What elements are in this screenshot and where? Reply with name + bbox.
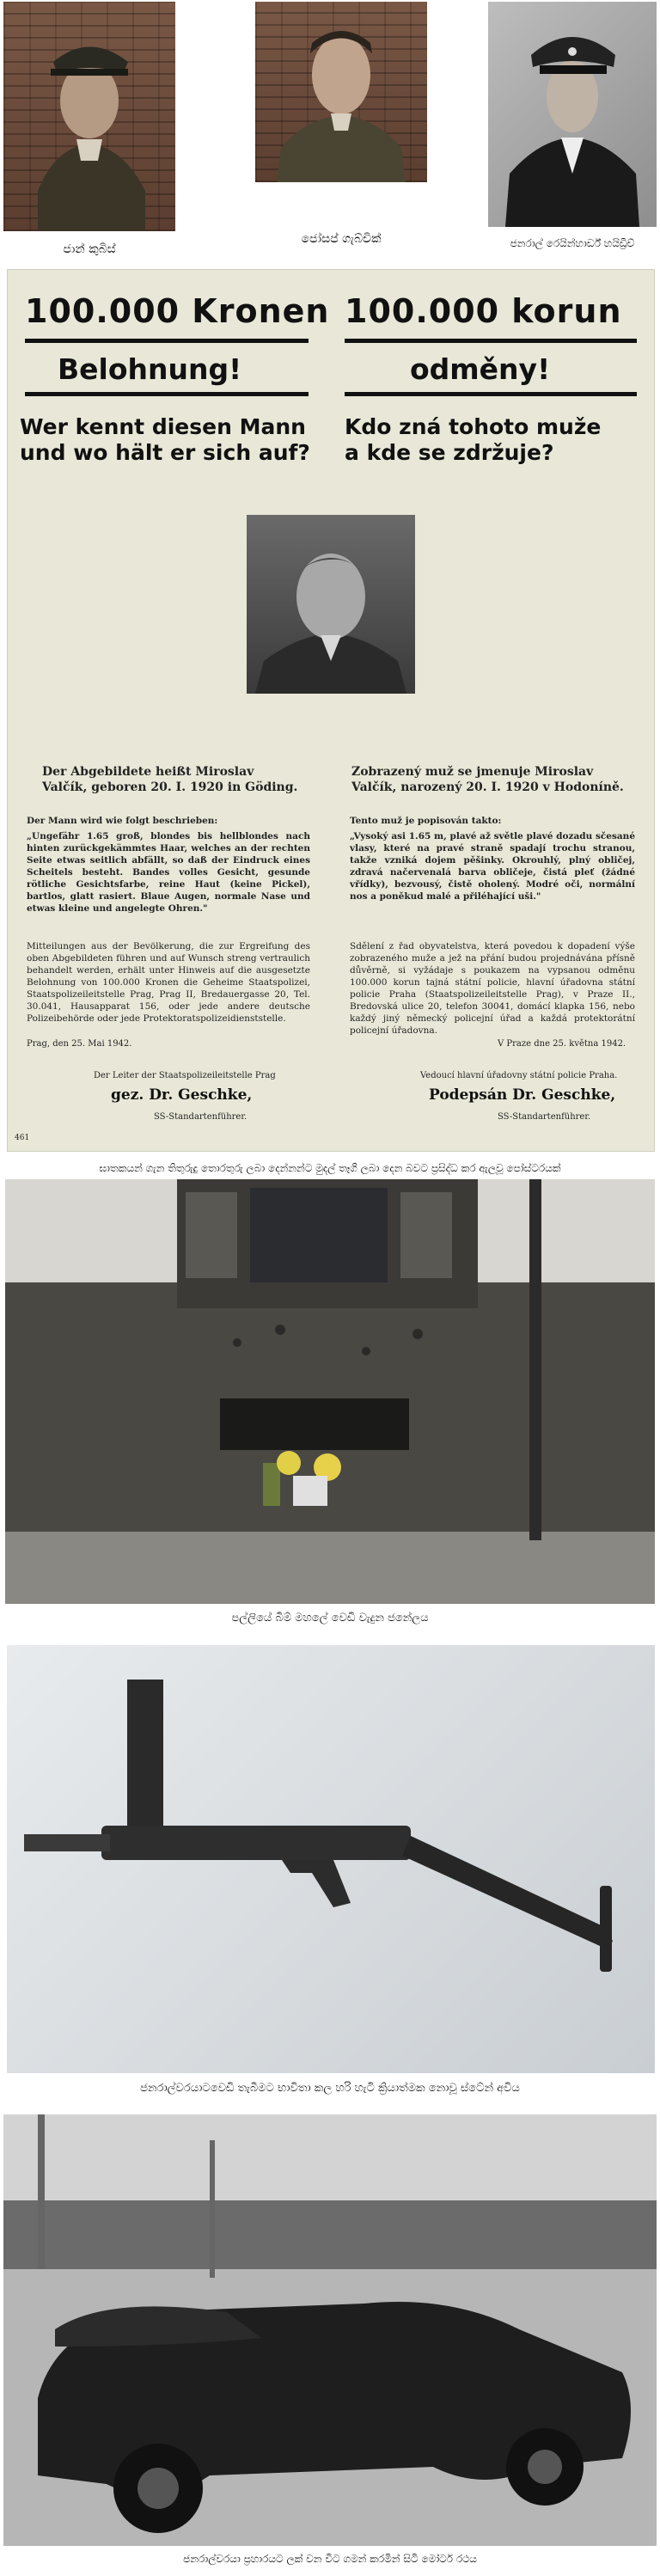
poster-sig-head-cz: Vedoucí hlavní úřadovny státní policie Praha.: [420, 1071, 618, 1080]
poster-amount-cz: 100.000 korun: [345, 292, 622, 330]
poster-desc-head-de: Der Mann wird wie folgt beschrieben:: [27, 816, 218, 826]
officer-portrait: [488, 2, 657, 227]
caption-gun: ජනරාල්වරයාටවෙඩි තැබීමට භාවිතා කල හරි හැටි ක්‍රියාත්මක නොවූ ස්ටේන් අවිය: [140, 2082, 520, 2095]
poster-rank-de: SS-Standartenführer.: [154, 1112, 248, 1122]
caption-gabcik: ජෝසප් ගැබ්චික්: [301, 232, 382, 246]
poster-reward-de: Belohnung!: [58, 352, 242, 386]
divider-rule: [345, 392, 637, 396]
poster-signature-de: gez. Dr. Geschke,: [111, 1086, 253, 1104]
wanted-man-photo: [247, 515, 415, 694]
poster-footer-number: 461: [15, 1134, 30, 1142]
poster-date-de: Prag, den 25. Mai 1942.: [27, 1039, 132, 1049]
poster-desc-cz: „Vysoký asi 1.65 m, plavé až světle plavé dozadu sčesané vlasy, které na pravé straně spadají trochu stranou, takže vzniká dojem pěšinky. Okrouhlý, plný obličej, zdravá načervenalá barva obličeje, čistá pleť (žádné vřídky), bezvousý, čistě oholený. Modré oči, normální nos a poněkud malé a přiléhající uši.": [350, 831, 635, 902]
poster-question-de: Wer kennt diesen Mann und wo hält er sich auf?: [20, 414, 310, 465]
portrait-kubis: [3, 2, 175, 231]
divider-rule: [345, 339, 637, 343]
portrait-heydrich: [488, 2, 657, 227]
poster-signature-cz: Podepsán Dr. Geschke,: [429, 1086, 616, 1104]
poster-notice-cz: Sdělení z řad obyvatelstva, která povedou k dopadení výše zobrazeného muže a jež na přání budou projednávána přísně důvěrně, si vyžádaje s poukazem na vypsanou odměnu 100.000 korun tajná státní policie, hlavní úřadovna státní policie Praha (Staatspolizeileitstelle Prag), v Praze II., Bredovská ulice 20, telefon 30041, domácí klapka 156, nebo každý jiný německý policejní úřad a každá protektorátní policejní úřadovna.: [350, 941, 635, 1036]
poster-name-de: Der Abgebildete heißt Miroslav Valčík, geboren 20. I. 1920 in Göding.: [42, 765, 298, 794]
caption-heydrich: ජනරාල් රෙයින්හාර්ඩ් හයිඩ්‍රිච්: [510, 237, 635, 249]
damaged-car-photo: [3, 2114, 657, 2546]
wanted-poster: [7, 269, 655, 1152]
poster-sig-head-de: Der Leiter der Staatspolizeileitstelle Prag: [94, 1071, 276, 1080]
poster-question-cz: Kdo zná tohoto muže a kde se zdržuje?: [345, 414, 602, 465]
portrait-gabcik: [255, 2, 427, 182]
poster-date-cz: V Praze dne 25. května 1942.: [498, 1039, 626, 1049]
poster-desc-head-cz: Tento muž je popisován takto:: [350, 816, 502, 826]
sten-gun-photo: [7, 1645, 655, 2073]
poster-notice-de: Mitteilungen aus der Bevölkerung, die zur Ergreifung des oben Abgebildeten führen und auf Wunsch streng vertraulich behandelt werden, erhält unter Hinweis auf die ausgesetzte Belohnung von 100.000 Kronen die Geheime Staatspolizei, Staatspolizeileitstelle Prag, Prag II, Bredauergasse 20, Tel. 30.041, Hausapparat 156, oder jede andere deutsche Polizeibehörde oder jede Protektoratspolizeidienststelle.: [27, 941, 310, 1024]
caption-kubis: ජාන් කුබිස්: [63, 242, 116, 256]
poster-name-cz: Zobrazený muž se jmenuje Miroslav Valčík, narozený 20. I. 1920 v Hodoníně.: [351, 765, 624, 794]
soldier-portrait-2: [255, 2, 427, 182]
poster-desc-de: „Ungefähr 1.65 groß, blondes bis hellblondes nach hinten zurückgekämmtes Haar, welches an der rechten Seite etwas seitlich abfällt, so daß der Eindruck eines Scheitels besteht. Bandes volles Gesicht, gesunde rötliche Gesichtsfarbe, reine Haut (keine Pickel), bartlos, glatt rasiert. Blaue Augen, normale Nase und etwas kleine und angelegte Ohren.": [27, 831, 310, 914]
caption-car: ජනරාල්වරයා ප්‍රහාරයට ලක් වන විට ගමන් කරමින් සිටි මෝටර් රථය: [183, 2553, 477, 2565]
sten-gun: [7, 1645, 655, 2073]
caption-poster: ඝාතකයන් ගැන තිතුරුදු තොරතුරු ලබා දෙන්නන්ට මුදල් තෑගි ලබා දෙන බවට ප්‍රසිද්ධ කර ඇලවූ පෝස්ටරයක්: [99, 1162, 561, 1174]
man-portrait: [247, 515, 415, 694]
soldier-portrait-1: [3, 2, 175, 231]
poster-reward-cz: odměny!: [410, 352, 551, 386]
poster-amount-de: 100.000 Kronen: [25, 292, 330, 330]
church-wall-photo: [5, 1179, 655, 1604]
poster-rank-cz: SS-Standartenführer.: [498, 1112, 591, 1122]
divider-rule: [25, 339, 309, 343]
church-window-scene: [5, 1179, 655, 1604]
mercedes-car: [3, 2114, 657, 2546]
caption-church: පල්ලියේ බිම් මහලේ වෙඩි වැදුන ජනේලය: [231, 1612, 429, 1625]
divider-rule: [25, 392, 309, 396]
